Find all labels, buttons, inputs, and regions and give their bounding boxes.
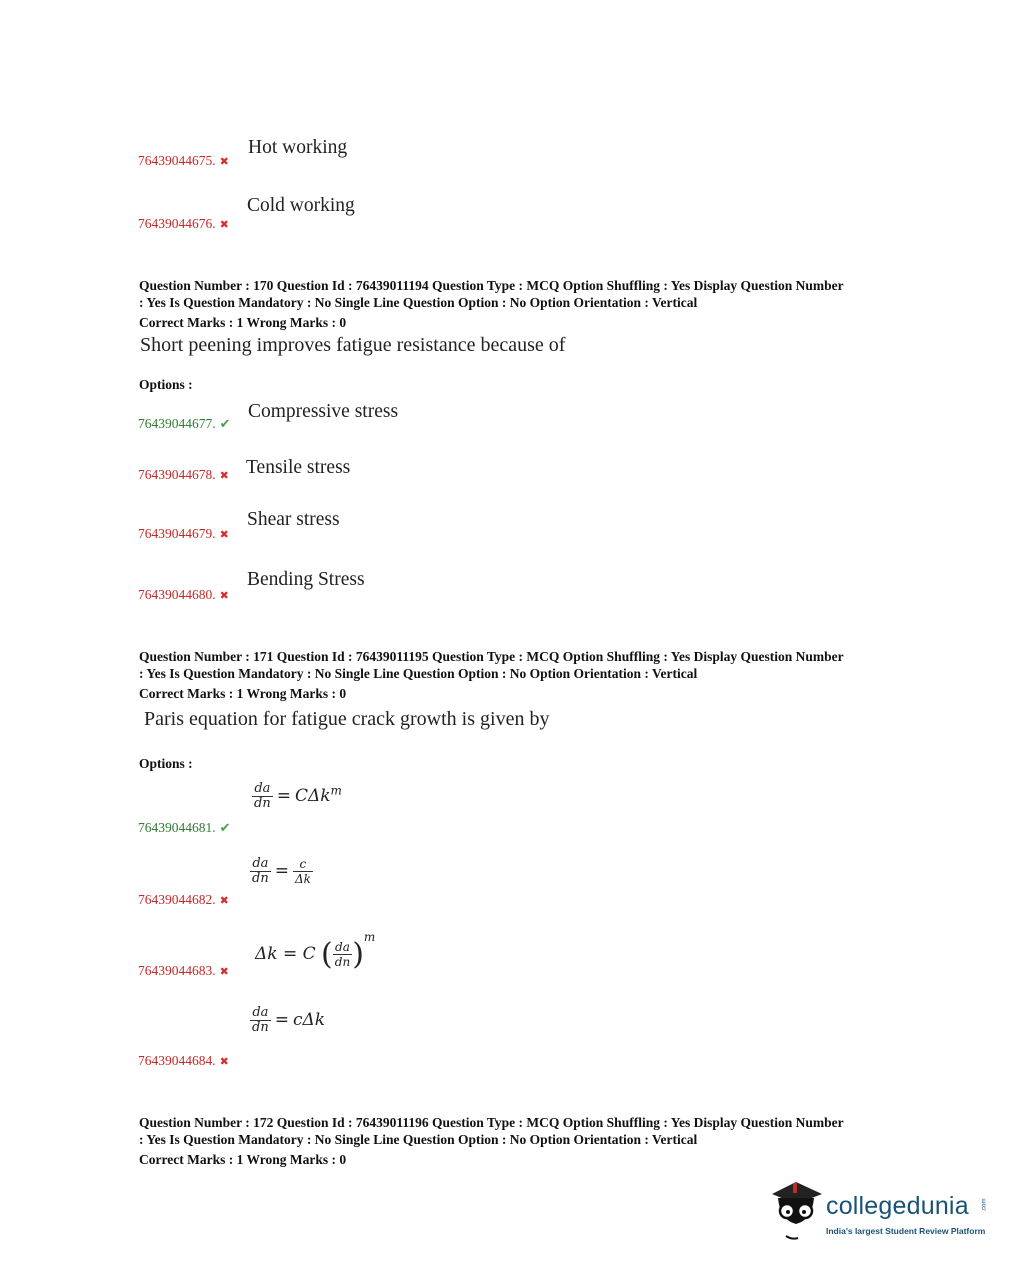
option-id: 76439044683. ✖ <box>138 963 229 978</box>
wrong-mark-icon: ✖ <box>219 156 229 168</box>
option-id: 76439044682. ✖ <box>138 892 229 907</box>
option-text: Bending Stress <box>247 569 365 590</box>
option-text: Cold working <box>247 195 355 216</box>
logo-suffix: .com <box>981 1198 988 1212</box>
wrong-mark-icon: ✖ <box>219 966 229 978</box>
wrong-mark-icon: ✖ <box>219 1056 229 1068</box>
question-171-meta: Question Number : 171 Question Id : 76439011195 Question Type : MCQ Option Shuffling : Yes Display Question Number : Yes Is Question Mandatory : No Single Line Question Option : No Option Orientation : Vertical Correct Marks : 1 Wrong Marks : 0 <box>139 649 844 701</box>
wrong-mark-icon: ✖ <box>219 895 229 907</box>
option-id: 76439044684. ✖ <box>138 1053 229 1068</box>
wrong-mark-icon: ✖ <box>219 529 229 541</box>
correct-check-icon: ✔ <box>219 416 231 431</box>
option-id: 76439044680. ✖ <box>138 587 229 602</box>
math-option-2: $\frac{da}{dn}$ = $\frac{c}{\Delta k}$ <box>252 856 311 886</box>
math-option-1: $\frac{da}{dn}$ = CΔk$^m$ <box>254 781 342 811</box>
option-id: 76439044675. ✖ <box>138 153 229 168</box>
options-label: Options : <box>139 377 193 392</box>
correct-check-icon: ✔ <box>219 820 231 835</box>
mascot-icon <box>768 1178 824 1242</box>
question-172-meta: Question Number : 172 Question Id : 76439011196 Question Type : MCQ Option Shuffling : Yes Display Question Number : Yes Is Question Mandatory : No Single Line Question Option : No Option Orientation : Vertical Correct Marks : 1 Wrong Marks : 0 <box>139 1115 844 1167</box>
question-170-text: Short peening improves fatigue resistance because of <box>140 334 566 356</box>
question-170-meta: Question Number : 170 Question Id : 76439011194 Question Type : MCQ Option Shuffling : Yes Display Question Number : Yes Is Question Mandatory : No Single Line Question Option : No Option Orientation : Vertical Correct Marks : 1 Wrong Marks : 0 <box>139 278 844 330</box>
options-label: Options : <box>139 756 193 771</box>
wrong-mark-icon: ✖ <box>219 470 229 482</box>
option-id: 76439044676. ✖ <box>138 216 229 231</box>
option-text: Tensile stress <box>246 457 351 478</box>
option-id: 76439044678. ✖ <box>138 467 229 482</box>
collegedunia-logo <box>768 1178 998 1248</box>
option-text: Compressive stress <box>248 401 399 422</box>
option-id: 76439044677. ✔ <box>138 416 231 431</box>
option-text: Hot working <box>248 137 348 158</box>
math-option-4: $\frac{da}{dn}$ = cΔk <box>252 1005 326 1035</box>
question-171-text: Paris equation for fatigue crack growth is given by <box>144 708 550 730</box>
logo-wordmark: collegedunia <box>826 1192 969 1220</box>
option-text: Shear stress <box>247 509 340 530</box>
wrong-mark-icon: ✖ <box>219 219 229 231</box>
logo-tagline: India's largest Student Review Platform <box>826 1226 986 1236</box>
option-id: 76439044679. ✖ <box>138 526 229 541</box>
wrong-mark-icon: ✖ <box>219 590 229 602</box>
option-id: 76439044681. ✔ <box>138 820 231 835</box>
math-option-3: Δk = C ( $\frac{da}{dn}$ )$^m$ <box>255 930 376 972</box>
